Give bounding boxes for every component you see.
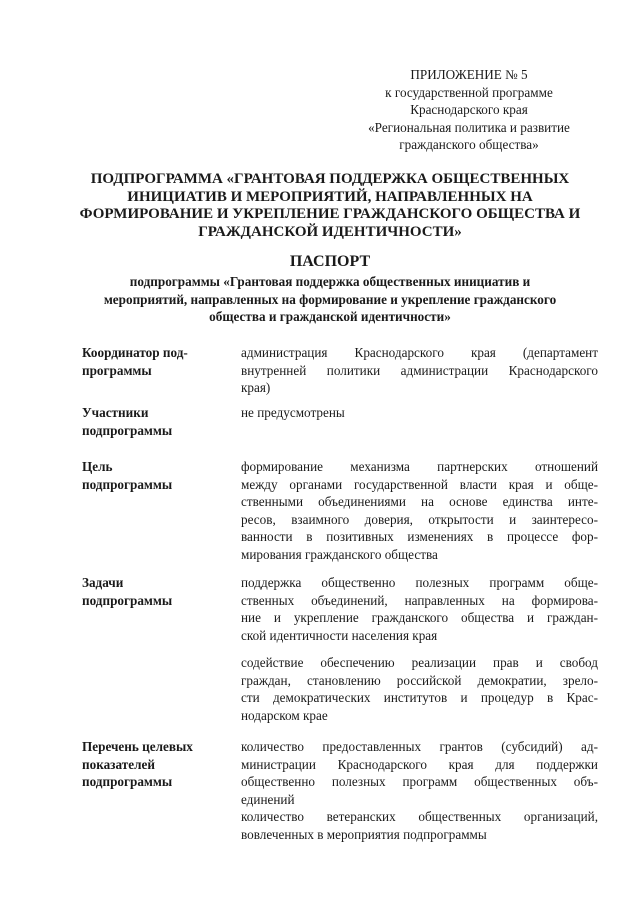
tasks-label [82, 574, 227, 609]
text-line: министрации Краснодарского края для поддержки [241, 756, 598, 772]
label-line: Участники [82, 405, 149, 420]
appendix-line: к государственной программе [385, 84, 553, 100]
text-line: поддержка общественно полезных программ обще- [241, 575, 598, 590]
text-line: сти демократических институтов и процедур в Крас- [241, 690, 598, 705]
coordinator-label [82, 344, 227, 379]
indicators-text [241, 738, 598, 843]
goal-label [82, 458, 227, 493]
label-line: подпрограммы [82, 422, 173, 438]
participants-label [82, 404, 227, 439]
text-line: общественно полезных программ общественных объ- [241, 774, 598, 789]
subprogram-title-line: ГРАЖДАНСКОЙ ИДЕНТИЧНОСТИ» [198, 223, 462, 240]
text-line: граждан, становлению российской демократии, зрело- [241, 672, 598, 688]
subprogram-title-line: ФОРМИРОВАНИЕ И УКРЕПЛЕНИЕ ГРАЖДАНСКОГО ОБЩЕСТВА И [79, 206, 581, 222]
appendix-line: «Региональная политика и развитие [368, 119, 570, 135]
text-line: нодарском крае [241, 707, 328, 723]
text-line: ние и укрепление гражданского общества и граждан- [241, 610, 598, 625]
text-line: мирования гражданского общества [241, 546, 438, 562]
text-line: ской идентичности населения края [241, 627, 438, 643]
text-line: количество ветеранских общественных организаций, [241, 809, 598, 824]
appendix-line: Краснодарского края [410, 102, 528, 117]
text-line: содействие обеспечению реализации прав и свобод [241, 655, 598, 670]
text-line: ственными объединениями на основе единства инте- [241, 494, 598, 509]
tasks-text-2 [241, 654, 598, 724]
participants-text [241, 404, 598, 422]
indicators-label [82, 738, 227, 791]
text-line: единений [241, 791, 295, 807]
passport-subtitle-line: подпрограммы «Грантовая поддержка общественных инициатив и [129, 274, 531, 289]
passport-subtitle-line: общества и гражданской идентичности» [209, 309, 451, 324]
text-line: не предусмотрены [241, 405, 345, 420]
text-line: ственных объединений, направленных на формирова- [241, 592, 598, 608]
label-line: Координатор под- [82, 345, 188, 360]
label-line: Цель [82, 459, 113, 474]
subprogram-title-line: ИНИЦИАТИВ И МЕРОПРИЯТИЙ, НАПРАВЛЕННЫХ НА [127, 188, 533, 205]
label-line: подпрограммы [82, 774, 173, 789]
text-line: ванности в позитивных изменениях в процессе фор- [241, 529, 598, 544]
text-line: внутренней политики администрации Краснодарского [241, 362, 598, 378]
text-line: между органами государственной власти края и обще- [241, 476, 598, 492]
subprogram-title [60, 171, 600, 241]
appendix-header [340, 66, 598, 154]
passport-heading: ПАСПОРТ [289, 253, 371, 270]
label-line: Перечень целевых [82, 739, 193, 754]
goal-text [241, 458, 598, 563]
appendix-title: ПРИЛОЖЕНИЕ № 5 [410, 67, 528, 82]
label-line: подпрограммы [82, 592, 173, 608]
text-line: ресов, взаимного доверия, открытости и заинтересо- [241, 511, 598, 527]
text-line: края) [241, 380, 271, 395]
label-line: показателей [82, 756, 155, 772]
appendix-line: гражданского общества» [399, 137, 539, 152]
label-line: подпрограммы [82, 476, 173, 492]
text-line: администрация Краснодарского края (департамент [241, 345, 598, 360]
label-line: Задачи [82, 575, 124, 590]
tasks-text-1 [241, 574, 598, 644]
passport-subtitle-line: мероприятий, направленных на формирование и укрепление гражданского [103, 291, 557, 307]
coordinator-text [241, 344, 598, 397]
passport-subtitle [60, 273, 600, 326]
text-line: количество предоставленных грантов (субсидий) ад- [241, 739, 598, 754]
subprogram-title-line: ПОДПРОГРАММА «ГРАНТОВАЯ ПОДДЕРЖКА ОБЩЕСТВЕННЫХ [90, 171, 570, 187]
text-line: вовлеченных в мероприятия подпрограммы [241, 826, 487, 842]
text-line: формирование механизма партнерских отношений [241, 459, 598, 474]
label-line: программы [82, 362, 152, 378]
